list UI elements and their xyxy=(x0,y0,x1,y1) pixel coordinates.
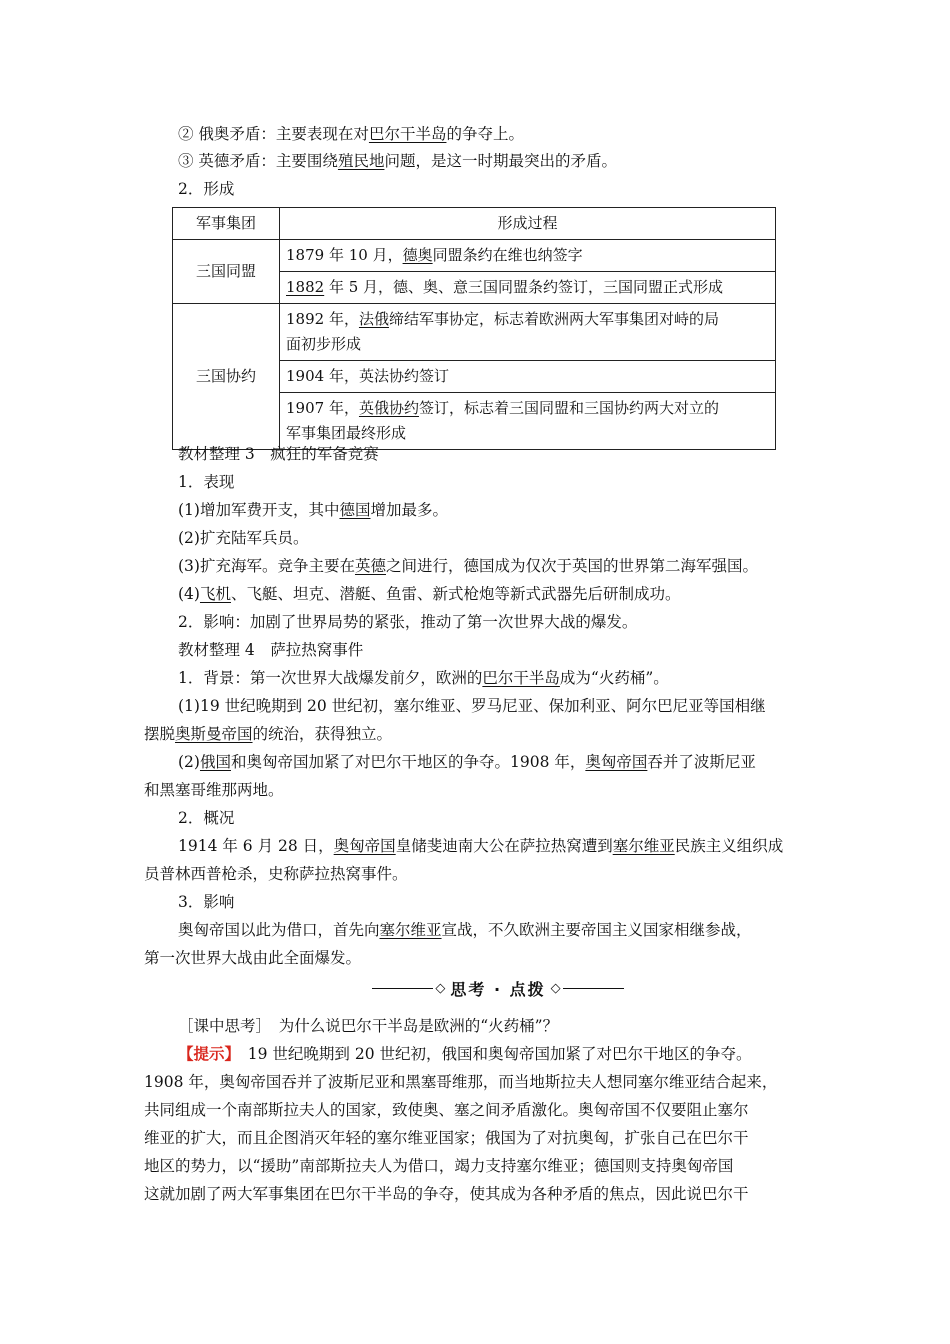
table-row xyxy=(173,240,776,272)
divider-rule xyxy=(563,988,624,989)
hint-line: 维亚的扩大，而且企图消灭年轻的塞尔维亚国家；俄国为了对抗奥匈，扩张自己在巴尔干 xyxy=(144,1129,749,1147)
hint-line: 1908 年，奥匈帝国吞并了波斯尼亚和黑塞哥维那，而当地斯拉夫人想同塞尔维亚结合起来， xyxy=(144,1073,778,1091)
paragraph-line: 第一次世界大战由此全面爆发。 xyxy=(144,949,362,967)
list-item: (4)飞机、飞艇、坦克、潜艇、鱼雷、新式枪炮等新式武器先后研制成功。 xyxy=(178,585,681,603)
list-item: (2)扩充陆军兵员。 xyxy=(178,529,309,547)
paragraph-line: (2)俄国和奥匈帝国加紧了对巴尔干地区的争夺。1908 年，奥匈帝国吞并了波斯尼亚 xyxy=(178,753,756,771)
table-header-cell: 军事集团 xyxy=(173,208,280,240)
hint-line: 地区的势力，以“援助”南部斯拉夫人为借口，竭力支持塞尔维亚；德国则支持奥匈帝国 xyxy=(144,1157,734,1175)
paragraph-line: 和黑塞哥维那两地。 xyxy=(144,781,284,799)
table-cell: 1892 年，法俄缔结军事协定，标志着欧洲两大军事集团对峙的局 面初步形成 xyxy=(280,304,776,361)
paragraph-line: (1)19 世纪晚期到 20 世纪初，塞尔维亚、罗马尼亚、保加利亚、阿尔巴尼亚等国相继 xyxy=(178,697,766,715)
paragraph-russia-austria: ② 俄奥矛盾：主要表现在对巴尔干半岛的争夺上。 xyxy=(178,125,524,143)
section-divider xyxy=(372,976,624,1000)
table-cell: 1882 年 5 月，德、奥、意三国同盟条约签订，三国同盟正式形成 xyxy=(280,272,776,304)
section-title-arms-race: 教材整理 3 疯狂的军备竞赛 xyxy=(178,445,379,463)
diamond-icon: ◇ xyxy=(550,980,561,996)
paragraph-line: 摆脱奥斯曼帝国的统治，获得独立。 xyxy=(144,725,393,743)
military-blocs-table xyxy=(172,207,776,450)
underlined-term: 殖民地 xyxy=(337,152,385,170)
underlined-term: 巴尔干半岛 xyxy=(368,125,447,143)
table-cell: 1904 年，英法协约签订 xyxy=(280,361,776,393)
heading-influence: 3．影响 xyxy=(178,893,235,911)
heading-overview: 2．概况 xyxy=(178,809,235,827)
hint-line: 这就加剧了两大军事集团在巴尔干半岛的争夺，使其成为各种矛盾的焦点，因此说巴尔干 xyxy=(144,1185,749,1203)
hint-line: 共同组成一个南部斯拉夫人的国家，致使奥、塞之间矛盾激化。奥匈帝国不仅要阻止塞尔 xyxy=(144,1101,749,1119)
bloc-name-cell: 三国同盟 xyxy=(173,240,280,304)
table-cell: 1879 年 10 月，德奥同盟条约在维也纳签字 xyxy=(280,240,776,272)
list-item: (1)增加军费开支，其中德国增加最多。 xyxy=(178,501,448,519)
heading-formation: 2．形成 xyxy=(178,180,235,198)
list-item: (3)扩充海军。竞争主要在英德之间进行，德国成为仅次于英国的世界第二海军强国。 xyxy=(178,557,758,575)
heading-background: 1．背景：第一次世界大战爆发前夕，欧洲的巴尔干半岛成为“火药桶”。 xyxy=(178,669,669,687)
table-header-row xyxy=(173,208,776,240)
paragraph-line: 1914 年 6 月 28 日，奥匈帝国皇储斐迪南大公在萨拉热窝遭到塞尔维亚民族主义组织成 xyxy=(178,837,784,855)
section-title-sarajevo: 教材整理 4 萨拉热窝事件 xyxy=(178,641,364,659)
heading-manifestation: 1．表现 xyxy=(178,473,235,491)
think-question: ［课中思考］ 为什么说巴尔干半岛是欧洲的“火药桶”？ xyxy=(178,1017,559,1035)
hint-line: 【提示】 19 世纪晚期到 20 世纪初，俄国和奥匈帝国加紧了对巴尔干地区的争夺。 xyxy=(178,1045,752,1063)
paragraph-britain-germany: ③ 英德矛盾：主要围绕殖民地问题，是这一时期最突出的矛盾。 xyxy=(178,152,617,170)
table-header-cell: 形成过程 xyxy=(280,208,776,240)
divider-title: 思考 · 点拨 xyxy=(450,979,546,999)
paragraph-line: 奥匈帝国以此为借口，首先向塞尔维亚宣战，不久欧洲主要帝国主义国家相继参战， xyxy=(178,921,752,939)
diamond-icon: ◇ xyxy=(435,980,446,996)
divider-rule xyxy=(372,988,433,989)
table-row xyxy=(173,304,776,361)
bloc-name-cell: 三国协约 xyxy=(173,304,280,450)
table-cell: 1907 年，英俄协约签订，标志着三国同盟和三国协约两大对立的 军事集团最终形成 xyxy=(280,393,776,450)
hint-tag: 【提示】 xyxy=(178,1045,233,1063)
paragraph-line: 员普林西普枪杀，史称萨拉热窝事件。 xyxy=(144,865,408,883)
heading-impact: 2．影响：加剧了世界局势的紧张，推动了第一次世界大战的爆发。 xyxy=(178,613,638,631)
